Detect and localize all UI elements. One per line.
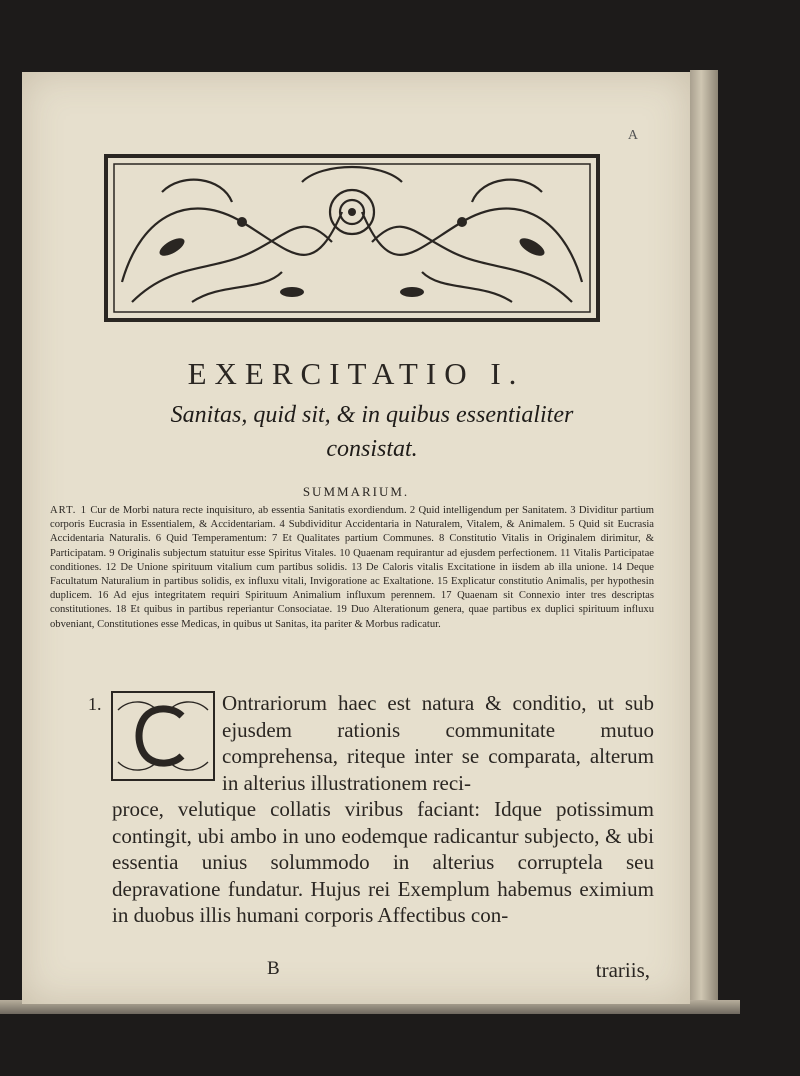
- catchline: [112, 958, 654, 984]
- summary-heading: SUMMARIUM.: [302, 484, 410, 499]
- chapter-title-line-2: consistat.: [326, 436, 418, 462]
- summary-text: [50, 504, 654, 632]
- catchword: trariis,: [595, 958, 650, 982]
- body-text-continued: proce, velutique collatis viribus faciant: Idque potissimum contingit, ubi ambo in uno eodemque radicantur subjecto, & ubi essentia unius solummodo in alterius corruptela seu depravatione fundatur. Hujus rei Exemplum habemus eximium in duobus illis humani corporis Affectibus con-: [112, 797, 654, 928]
- decorated-initial-c: [110, 690, 216, 782]
- body-text-opening: Ontrariorum haec est natura & conditio, ut sub ejusdem rationis communitate mutuo comprehensa, riteque inter se comparata, alterum in alterius illustrationem reci-: [222, 691, 654, 795]
- headpiece-ornament: [102, 152, 602, 324]
- chapter-title-line-1: Sanitas, quid sit, & in quibus essentialiter: [170, 402, 574, 428]
- summary-article-label: ART. 1: [50, 505, 88, 516]
- book-page: [22, 72, 690, 1004]
- paragraph-number: 1.: [88, 694, 102, 714]
- signature-mark: A: [627, 128, 638, 143]
- signature-letter: B: [267, 958, 280, 979]
- page-edge: [690, 70, 718, 1006]
- summary-body: Cur de Morbi natura recte inquisituro, ab essentia Sanitatis exordiendum. 2 Quid intelligendum per Sanitatem. 3 Dividitur partium corporis Eucrasia in Essentialem, & Accidentariam. 4 Subdividitur Accidentaria in Naturalem, Vitalem, & Animalem. 5 Quid sit Eucrasia Accidentaria Naturalis. 6 Quid Temperamentum: 7 Et Qualitates partium Communes. 8 Constitutio Vitalis in Originalem dirimitur, & Participatam. 9 Originalis subjectum statuitur esse Spiritus Vitales. 10 Quaenam requirantur ad ejusdem perfectionem. 11 Vitalis Participatae conditiones. 12 De Unione spirituum vitalium cum partibus solidis. 13 De Caloris vitalis Excitatione in iisdem ab illa unione. 14 Deque Facultatum Naturalium in partibus solidis, ex influxu vitali, Invigoratione ac Exaltatione. 15 Explicatur constitutio Animalis, per hypothesin duplicem. 16 Ad ejus integritatem requiri Spirituum Animalium influxum perennem. 17 Quaenam sit Connexio inter tres descriptas constitutiones. 18 Et quibus in partibus reperiantur Consociatae. 19 Duo Alterationum genera, quae partibus ex duplici spirituum influxu obveniant, Constitutiones esse Medicas, in quibus ut Sanitas, ita pariter & Morbus radicatur.: [50, 505, 654, 630]
- section-title: EXERCITATIO I.: [187, 356, 525, 391]
